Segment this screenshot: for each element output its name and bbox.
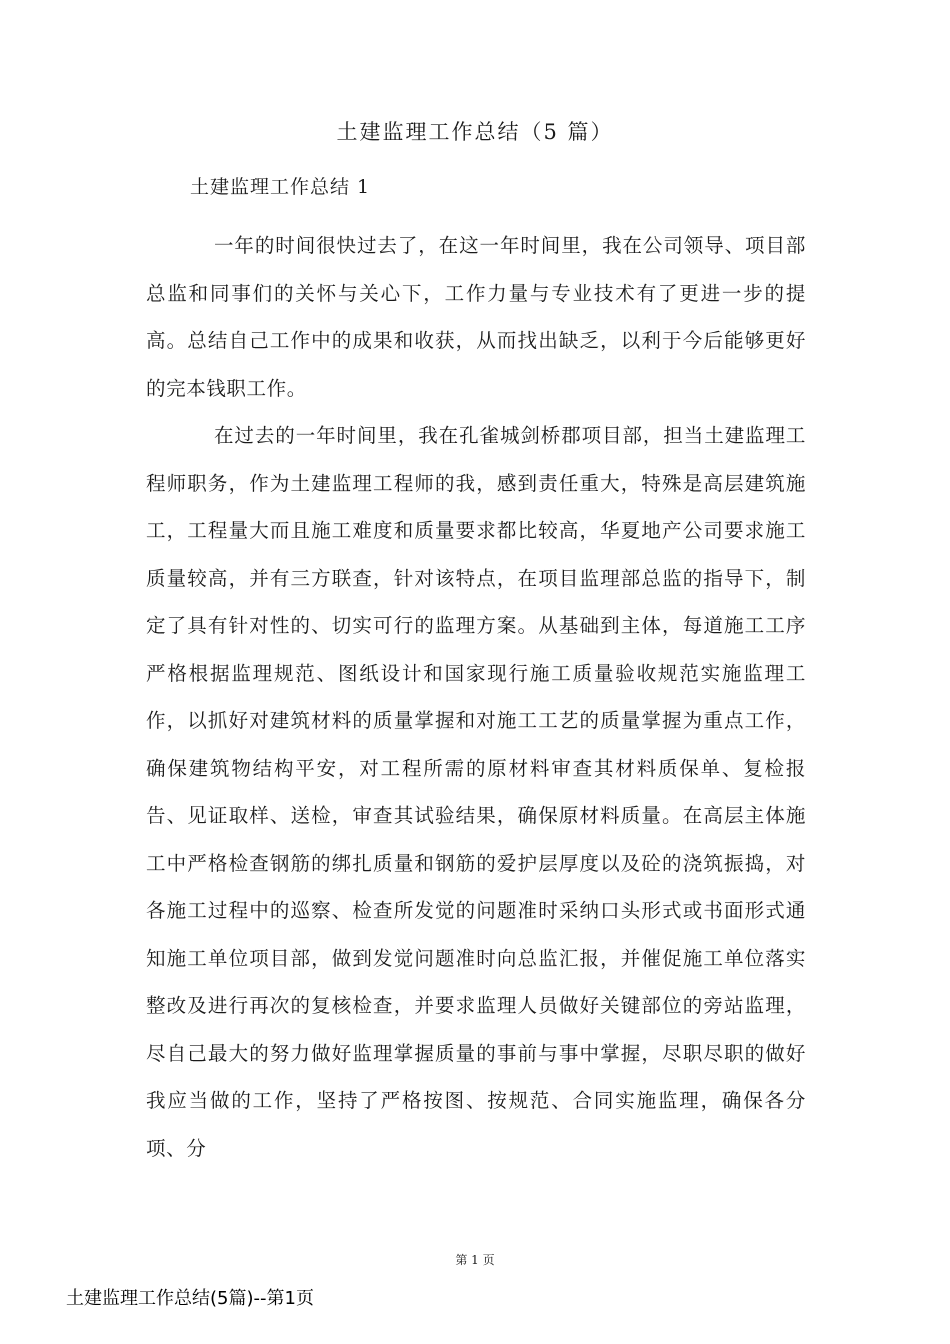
document-title: 土建监理工作总结（5 篇） — [336, 120, 614, 144]
page-number: 第 1 页 — [455, 1253, 495, 1267]
body-paragraph-2: 在过去的一年时间里，我在孔雀城剑桥郡项目部，担当土建监理工程师职务，作为土建监理工程师的我，感到责任重大，特殊是高层建筑施工，工程量大而且施工难度和质量要求都比较高，华夏地产公司要求施工质量较高，并有三方联查，针对该特点，在项目监理部总监的指导下，制定了具有针对性的、切实可行的监理方案。从基础到主体，每道施工工序严格根据监理规范、图纸设计和国家现行施工质量验收规范实施监理工作，以抓好对建筑材料的质量掌握和对施工工艺的质量掌握为重点工作，确保建筑物结构平安，对工程所需的原材料审查其材料质保单、复检报告、见证取样、送检，审查其试验结果，确保原材料质量。在高层主体施工中严格检查钢筋的绑扎质量和钢筋的爱护层厚度以及砼的浇筑振捣，对各施工过程中的巡察、检查所发觉的问题准时采纳口头形式或书面形式通知施工单位项目部，做到发觉问题准时向总监汇报，并催促施工单位落实整改及进行再次的复核检查，并要求监理人员做好关键部位的旁站监理，尽自己最大的努力做好监理掌握质量的事前与事中掌握，尽职尽职的做好我应当做的工作，坚持了严格按图、按规范、合同实施监理，确保各分项、分 — [146, 424, 806, 1160]
section-heading: 土建监理工作总结 1 — [190, 176, 371, 198]
body-paragraph-1: 一年的时间很快过去了，在这一年时间里，我在公司领导、项目部总监和同事们的关怀与关心下，工作力量与专业技术有了更进一步的提高。总结自己工作中的成果和收获，从而找出缺乏，以利于今后能够更好的完本钱职工作。 — [146, 234, 806, 400]
footer-label: 土建监理工作总结(5篇)--第1页 — [66, 1288, 314, 1309]
